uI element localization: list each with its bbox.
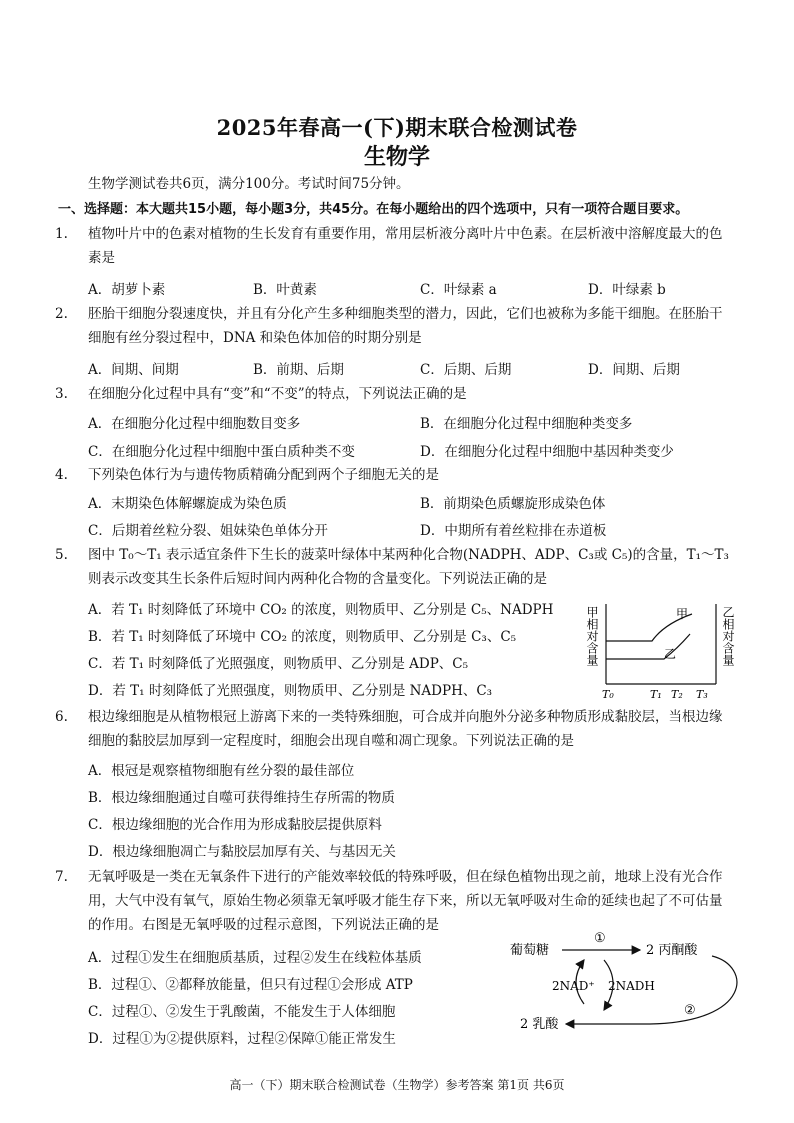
question-1 [55,222,745,270]
option-b[interactable]: B．前期染色质螺旋形成染色体 [420,496,606,512]
curve-yi-label: 乙 [664,647,677,661]
question-text: 植物叶片中的色素对植物的生长发育有重要作用，常用层析液分离叶片中色素。在层析液中溶解度最大的色 [88,226,723,242]
option-b[interactable]: B．在细胞分化过程中细胞种类变多 [420,416,633,432]
option-a[interactable]: A．胡萝卜素 [88,282,166,298]
option-c[interactable]: C．过程①、②发生于乳酸菌，不能发生于人体细胞 [88,1004,396,1020]
option-a[interactable]: A．根冠是观察植物细胞有丝分裂的最佳部位 [88,763,355,779]
question-number: 5. [55,547,68,563]
tick-t1: T₁ [650,688,662,701]
option-d[interactable]: D．叶绿素 b [588,282,666,298]
glucose-label: 葡萄糖 [510,943,550,958]
question-number: 3. [55,386,68,402]
option-c[interactable]: C．根边缘细胞的光合作用为形成黏胶层提供原料 [88,817,382,833]
nadh-label: 2NADH [608,979,655,993]
option-c[interactable]: C．叶绿素 a [420,282,497,298]
question-text: 无氧呼吸是一类在无氧条件下进行的产能效率较低的特殊呼吸，但在绿色植物出现之前，地球上没有光合作 [88,869,723,885]
nad-label: 2NAD⁺ [552,979,595,993]
question-5 [55,543,745,591]
question-4 [55,463,745,487]
option-b[interactable]: B．若 T₁ 时刻降低了环境中 CO₂ 的浓度，则物质甲、乙分别是 C₃、C₅ [88,629,517,645]
question-number: 7. [55,869,68,885]
option-a[interactable]: A．末期染色体解螺旋成为染色质 [88,496,287,512]
exam-title: 2025年春高一(下)期末联合检测试卷 [216,115,578,140]
tick-t3: T₃ [696,688,708,701]
question-number: 4. [55,467,68,483]
question-text: 则表示改变其生长条件后短时间内两种化合物的含量变化。下列说法正确的是 [88,571,547,587]
question-text: 素是 [88,250,115,266]
option-c[interactable]: C．后期着丝粒分裂、姐妹染色单体分开 [88,523,328,539]
question-text: 在细胞分化过程中具有“变”和“不变”的特点，下列说法正确的是 [88,386,467,402]
question-text: 细胞有丝分裂过程中，DNA 和染色体加倍的时期分别是 [88,330,422,346]
tick-t2: T₂ [671,688,683,701]
option-a[interactable]: A．若 T₁ 时刻降低了环境中 CO₂ 的浓度，则物质甲、乙分别是 C₅、NADPH [88,602,554,618]
right-axis-label: 乙相对含量 [721,606,735,666]
option-d[interactable]: D．中期所有着丝粒排在赤道板 [420,523,607,539]
question-3 [55,382,745,406]
option-d[interactable]: D．根边缘细胞凋亡与黏胶层加厚有关、与基因无关 [88,844,396,860]
subject-title: 生物学 [363,144,430,170]
step2-label: ② [684,1003,696,1018]
tick-t0: T₀ [602,688,614,701]
question-text: 细胞的黏胶层加厚到一定程度时，细胞会出现自噬和凋亡现象。下列说法正确的是 [88,733,574,749]
option-b[interactable]: B．过程①、②都释放能量，但只有过程①会形成 ATP [88,977,413,993]
option-c[interactable]: C．若 T₁ 时刻降低了光照强度，则物质甲、乙分别是 ADP、C₅ [88,656,469,672]
option-d[interactable]: D．在细胞分化过程中细胞中基因种类变少 [420,444,674,460]
page-footer: 高一（下）期末联合检测试卷（生物学）参考答案 第1页 共6页 [229,1078,565,1092]
option-d[interactable]: D．若 T₁ 时刻降低了光照强度，则物质甲、乙分别是 NADPH、C₃ [88,683,493,699]
option-b[interactable]: B．根边缘细胞通过自噬可获得维持生存所需的物质 [88,790,395,806]
question-number: 6. [55,709,68,725]
lactate-label: 2 乳酸 [520,1017,559,1032]
option-b[interactable]: B．叶黄素 [253,282,317,298]
question-text: 图中 T₀～T₁ 表示适宜条件下生长的菠菜叶绿体中某两种化合物(NADPH、ADP、C₃或 C₅)的含量，T₁～T₃ [88,547,729,563]
question-6 [55,705,745,753]
curve-jia-label: 甲 [676,607,689,621]
question-2 [55,302,745,350]
pyruvate-label: 2 丙酮酸 [646,943,698,958]
option-a[interactable]: A．在细胞分化过程中细胞数目变多 [88,416,301,432]
option-d[interactable]: D．过程①为②提供原料，过程②保障①能正常发生 [88,1031,396,1047]
option-c[interactable]: C．在细胞分化过程中细胞中蛋白质种类不变 [88,444,355,460]
option-c[interactable]: C．后期、后期 [420,362,512,378]
left-axis-label: 甲相对含量 [585,606,599,666]
question-text: 用，大气中没有氧气，原始生物必须靠无氧呼吸才能生存下来，所以无氧呼吸对生命的延续也起了不可估量 [88,893,723,909]
question-text: 下列染色体行为与遗传物质精确分配到两个子细胞无关的是 [88,467,439,483]
respiration-diagram [500,926,745,1038]
question-text: 的作用。右图是无氧呼吸的过程示意图，下列说法正确的是 [88,917,439,933]
question-text: 胚胎干细胞分裂速度快，并且有分化产生多种细胞类型的潜力，因此，它们也被称为多能干细胞。在胚胎干 [88,306,723,322]
question-number: 2. [55,306,68,322]
question-number: 1. [55,226,68,242]
option-a[interactable]: A．过程①发生在细胞质基质，过程②发生在线粒体基质 [88,950,422,966]
step1-label: ① [594,931,606,946]
exam-intro: 生物学测试卷共6页，满分100分。考试时间75分钟。 [88,176,410,192]
section-heading: 一、选择题：本大题共15小题，每小题3分，共45分。在每小题给出的四个选项中，只有一项符合题目要求。 [58,202,689,217]
option-b[interactable]: B．前期、后期 [253,362,344,378]
curve-yi [606,634,690,659]
option-a[interactable]: A．间期、间期 [88,362,179,378]
content-graph-figure [580,596,740,704]
option-d[interactable]: D．间期、后期 [588,362,680,378]
question-text: 根边缘细胞是从植物根冠上游离下来的一类特殊细胞，可合成并向胞外分泌多种物质形成黏胶层，当根边缘 [88,709,723,725]
